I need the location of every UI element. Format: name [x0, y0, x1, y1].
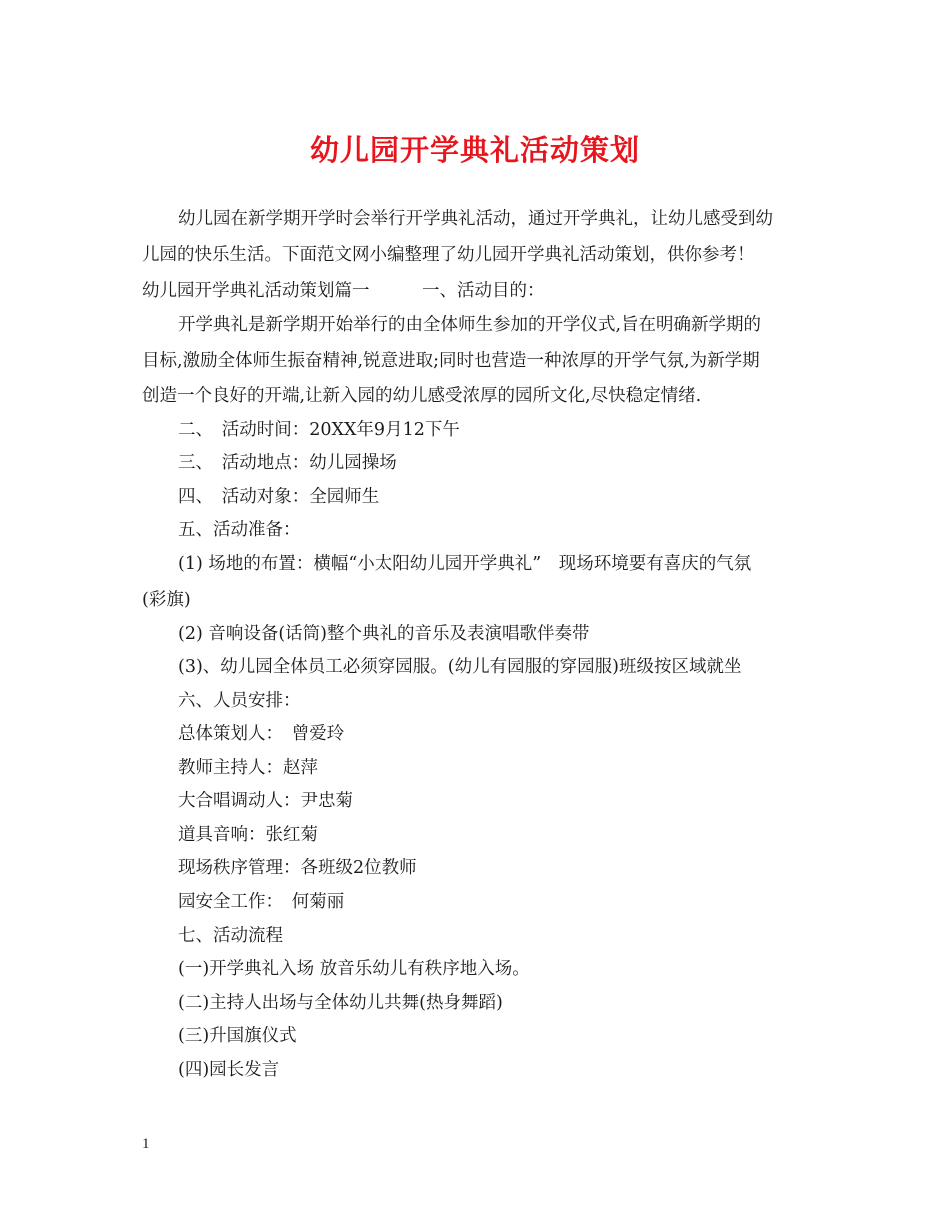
list-item: (1) 场地的布置：横幅“小太阳幼儿园开学典礼” 现场环境要有喜庆的气氛	[178, 554, 752, 574]
list-item: (四)园长发言	[178, 1060, 280, 1080]
list-item: 大合唱调动人：尹忠菊	[178, 791, 353, 811]
list-item: 二、 活动时间：20XX年9月12下午	[178, 420, 460, 440]
section-heading: 幼儿园开学典礼活动策划篇一 一、活动目的：	[142, 281, 545, 301]
paragraph-line: 目标,激励全体师生振奋精神,锐意进取;同时也营造一种浓厚的开学气氛,为新学期	[142, 351, 760, 371]
page-number: 1	[142, 1136, 150, 1152]
list-item: (二)主持人出场与全体幼儿共舞(热身舞蹈)	[178, 993, 503, 1013]
list-item: 现场秩序管理：各班级2位教师	[178, 858, 417, 878]
list-item: 总体策划人： 曾爱玲	[178, 724, 345, 744]
list-item: 教师主持人：赵萍	[178, 758, 318, 778]
list-item: (2) 音响设备(话筒)整个典礼的音乐及表演唱歌伴奏带	[178, 624, 590, 644]
list-item: 七、活动流程	[178, 926, 283, 946]
document-title: 幼儿园开学典礼活动策划	[309, 133, 640, 167]
list-item: 三、 活动地点：幼儿园操场	[178, 453, 397, 473]
list-item: (三)升国旗仪式	[178, 1026, 297, 1046]
list-item: (彩旗)	[142, 590, 191, 610]
list-item: (3)、幼儿园全体员工必须穿园服。(幼儿有园服的穿园服)班级按区域就坐	[178, 657, 742, 677]
paragraph-line: 儿园的快乐生活。下面范文网小编整理了幼儿园开学典礼活动策划，供你参考！	[142, 245, 755, 265]
paragraph-line: 开学典礼是新学期开始举行的由全体师生参加的开学仪式,旨在明确新学期的	[178, 315, 762, 335]
list-item: 六、人员安排：	[178, 691, 301, 711]
list-item: 五、活动准备：	[178, 520, 301, 540]
paragraph-line: 幼儿园在新学期开学时会举行开学典礼活动，通过开学典礼，让幼儿感受到幼	[178, 209, 773, 229]
list-item: 道具音响：张红菊	[178, 825, 318, 845]
list-item: 园安全工作： 何菊丽	[178, 892, 345, 912]
paragraph-line: 创造一个良好的开端,让新入园的幼儿感受浓厚的园所文化,尽快稳定情绪.	[142, 386, 702, 406]
list-item: (一)开学典礼入场 放音乐幼儿有秩序地入场。	[178, 959, 530, 979]
list-item: 四、 活动对象：全园师生	[178, 487, 380, 507]
